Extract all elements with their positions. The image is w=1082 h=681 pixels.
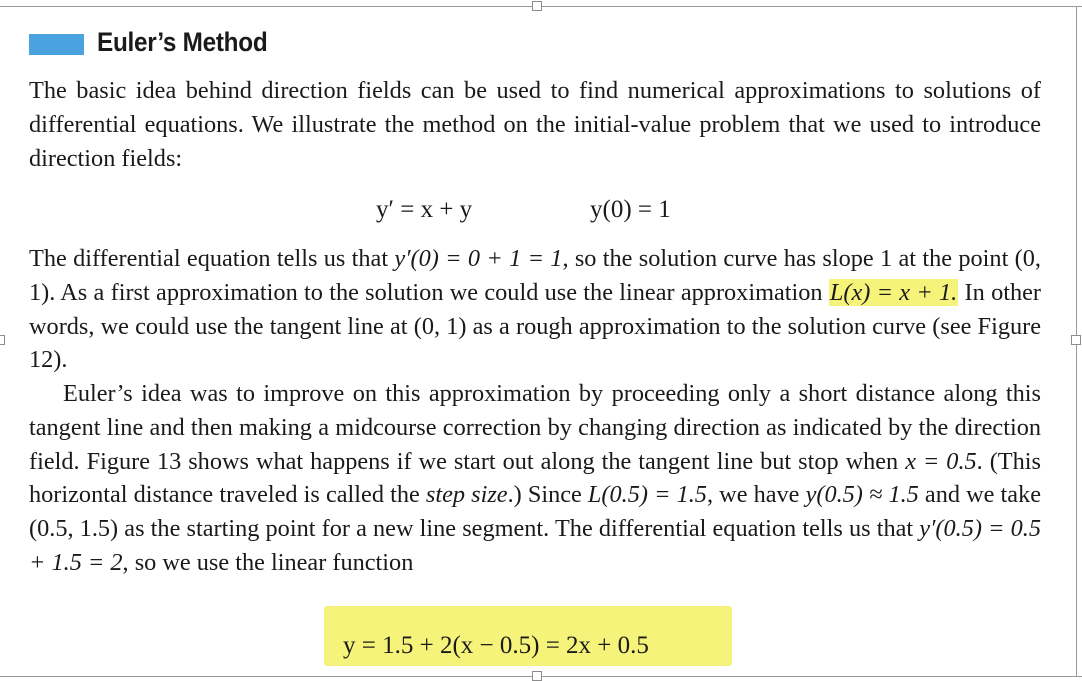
paragraph-slope <box>29 242 1041 377</box>
text-run: . (This horizontal distance traveled is called the <box>29 447 1041 509</box>
paragraph-euler-idea <box>29 377 1041 580</box>
equation-linear-function: y = 1.5 + 2(x − 0.5) = 2x + 0.5 <box>343 632 649 659</box>
text-run: , so the solution curve has slope 1 at the point (0, 1). As a first approximation to the solution we could use the linear approximation <box>29 245 1041 306</box>
text-run: Euler’s idea was to improve on this approximation by proceeding only a short distance along this tangent line and then making a midcourse correction by changing direction as indicated by the direction field. Figure 13 shows what happens if we start out along the tangent line but stop when <box>29 380 1041 475</box>
math-y-half: y(0.5) ≈ 1.5 <box>805 481 919 509</box>
equation-initial-value: y(0) = 1 <box>590 196 671 223</box>
heading-accent-bar <box>29 34 84 55</box>
paragraph-intro: The basic idea behind direction fields can be used to find numerical approximations to solutions of differential equations. We illustrate the method on the initial-value problem that we used to introduce direction fields: <box>29 77 1041 172</box>
text-run: In other words, we could use the tangent line at (0, 1) as a rough approximation to the solution curve (see Figure 12). <box>29 278 1041 374</box>
section-title: Euler’s Method <box>97 27 268 57</box>
math-slope-at-zero: y′(0) = 0 + 1 = 1 <box>394 245 563 272</box>
resize-handle-top[interactable] <box>532 1 542 11</box>
math-slope-half: y′(0.5) = 0.5 + 1.5 = 2 <box>29 515 1041 576</box>
text-run: , so we use the linear function <box>122 548 414 576</box>
term-step-size: step size <box>425 481 508 509</box>
math-step-stop: x = 0.5 <box>905 447 977 475</box>
equation-differential: y′ = x + y <box>376 196 473 223</box>
resize-handle-right[interactable] <box>1071 335 1081 345</box>
text-run: .) Since <box>507 481 588 509</box>
text-run: The differential equation tells us that <box>29 245 395 272</box>
math-linear-approx-highlighted: L(x) = x + 1. <box>829 278 958 306</box>
math-L-half: L(0.5) = 1.5 <box>587 481 707 509</box>
resize-handle-left[interactable] <box>0 335 5 345</box>
text-run: and we take (0.5, 1.5) as the starting point for a new line segment. The differential equation tells us that <box>29 481 1042 543</box>
text-run: , we have <box>706 481 806 509</box>
